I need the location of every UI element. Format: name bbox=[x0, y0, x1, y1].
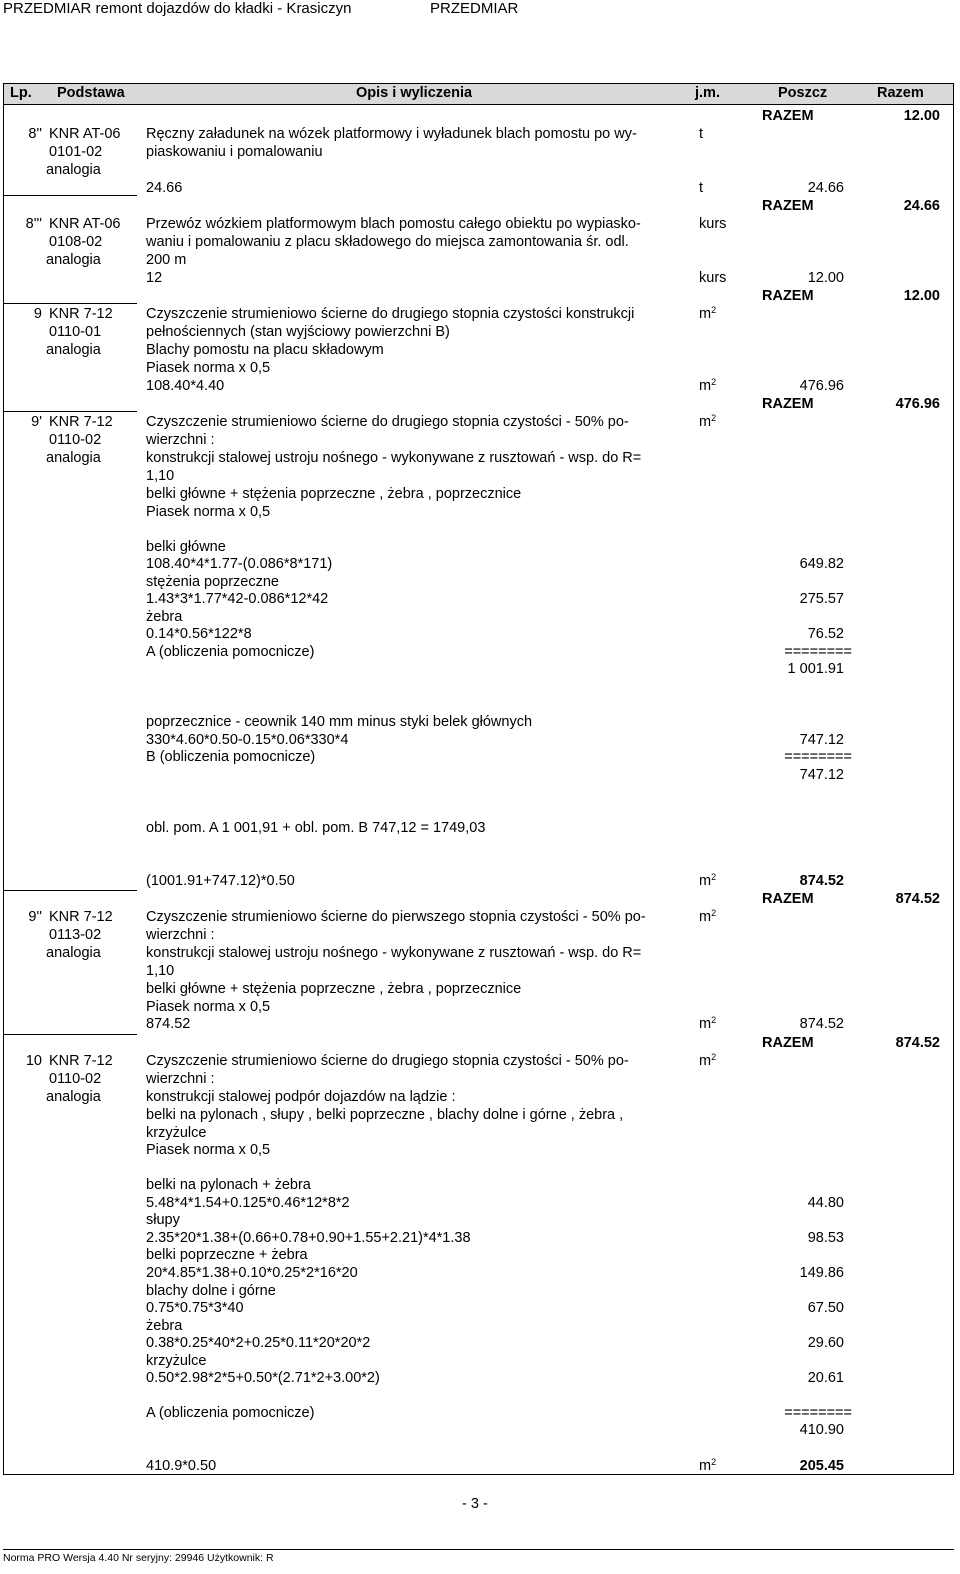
row-description: Czyszczenie strumieniowo ścierne do drugiego stopnia czystości - 50% po- bbox=[146, 1053, 629, 1069]
row-description: Piasek norma x 0,5 bbox=[146, 360, 271, 376]
calc-line: żebra bbox=[146, 609, 183, 625]
row-description: Piasek norma x 0,5 bbox=[146, 504, 271, 520]
calc-line-value: 29.60 bbox=[807, 1335, 844, 1351]
col-podstawa: Podstawa bbox=[57, 85, 125, 101]
row-calc-value: 205.45 bbox=[799, 1458, 844, 1474]
row-podstawa-note: analogia bbox=[46, 1089, 101, 1105]
row-description: wierzchni : bbox=[146, 1071, 215, 1087]
calc-line: 0.75*0.75*3*40 bbox=[146, 1300, 244, 1316]
calc-line: belki poprzeczne + żebra bbox=[146, 1247, 308, 1263]
row-podstawa: KNR AT-06 bbox=[49, 126, 121, 142]
row-calc-unit: $m^2$ bbox=[699, 872, 717, 889]
row-podstawa-code: 0101-02 bbox=[49, 144, 103, 160]
row-podstawa-code: 0108-02 bbox=[49, 234, 103, 250]
calc-line: belki na pylonach + żebra bbox=[146, 1177, 311, 1193]
row-description: 200 m bbox=[146, 252, 187, 268]
row-calc-unit: $m^2$ bbox=[699, 1457, 717, 1474]
table-header-bottom-border bbox=[3, 104, 954, 105]
row-description: belki główne + stężenia poprzeczne , żebra , poprzecznice bbox=[146, 486, 522, 502]
calc-line: 330*4.60*0.50-0.15*0.06*330*4 bbox=[146, 732, 349, 748]
calc-line: poprzecznice - ceownik 140 mm minus styki belek głównych bbox=[146, 714, 533, 730]
row-podstawa: KNR 7-12 bbox=[49, 414, 113, 430]
row-podstawa: KNR 7-12 bbox=[49, 306, 113, 322]
row-calc-unit: t bbox=[699, 180, 704, 196]
row-unit: kurs bbox=[699, 216, 727, 232]
row-calc-value: 476.96 bbox=[799, 378, 844, 394]
calc-line: 0.14*0.56*122*8 bbox=[146, 626, 252, 642]
razem-label: RAZEM bbox=[762, 1035, 814, 1051]
calc-line: 2.35*20*1.38+(0.66+0.78+0.90+1.55+2.21)*4*1.38 bbox=[146, 1230, 471, 1246]
row-description: pełnościennych (stan wyjściowy powierzchni B) bbox=[146, 324, 450, 340]
calc-line-value: 67.50 bbox=[807, 1300, 844, 1316]
razem-label: RAZEM bbox=[762, 396, 814, 412]
row-description: krzyżulce bbox=[146, 1125, 207, 1141]
row-podstawa: KNR 7-12 bbox=[49, 1053, 113, 1069]
calc-line: 20*4.85*1.38+0.10*0.25*2*16*20 bbox=[146, 1265, 358, 1281]
row-podstawa-note: analogia bbox=[46, 945, 101, 961]
razem-value: 12.00 bbox=[903, 108, 940, 124]
calc-line: A (obliczenia pomocnicze) bbox=[146, 644, 315, 660]
page-number: - 3 - bbox=[462, 1496, 488, 1512]
calc-line: blachy dolne i górne bbox=[146, 1283, 276, 1299]
calc-subtotal: 747.12 bbox=[799, 767, 844, 783]
razem-label: RAZEM bbox=[762, 198, 814, 214]
row-calc: 108.40*4.40 bbox=[146, 378, 225, 394]
row-lp: 8'' bbox=[28, 126, 42, 142]
row-lp: 9 bbox=[33, 306, 42, 322]
calc-line-value: ======== bbox=[784, 749, 852, 765]
table-right-border bbox=[953, 83, 954, 1475]
calc-line: stężenia poprzeczne bbox=[146, 574, 279, 590]
row-podstawa: KNR 7-12 bbox=[49, 909, 113, 925]
row-separator bbox=[3, 890, 137, 891]
row-description: konstrukcji stalowej ustroju nośnego - wykonywane z rusztowań - wsp. do R= bbox=[146, 945, 642, 961]
calc-line: 0.38*0.25*40*2+0.25*0.11*20*20*2 bbox=[146, 1335, 371, 1351]
row-separator bbox=[3, 411, 137, 412]
calc-line: A (obliczenia pomocnicze) bbox=[146, 1405, 315, 1421]
col-opis: Opis i wyliczenia bbox=[356, 85, 473, 101]
table-top-border bbox=[3, 83, 954, 84]
row-lp: 9'' bbox=[28, 909, 42, 925]
calc-line-value: 76.52 bbox=[807, 626, 844, 642]
row-calc-value: 874.52 bbox=[799, 873, 844, 889]
razem-value: 476.96 bbox=[895, 396, 940, 412]
row-calc-value: 24.66 bbox=[807, 180, 844, 196]
row-podstawa-code: 0110-02 bbox=[49, 432, 102, 448]
row-podstawa-code: 0110-02 bbox=[49, 1071, 102, 1087]
razem-label: RAZEM bbox=[762, 288, 814, 304]
calc-line-value: ======== bbox=[784, 1405, 852, 1421]
row-calc-value: 874.52 bbox=[799, 1016, 844, 1032]
calc-line: 0.50*2.98*2*5+0.50*(2.71*2+3.00*2) bbox=[146, 1370, 380, 1386]
document-type: PRZEDMIAR bbox=[430, 0, 519, 17]
row-podstawa-note: analogia bbox=[46, 450, 101, 466]
row-unit: $m^2$ bbox=[699, 305, 717, 322]
row-podstawa-note: analogia bbox=[46, 252, 101, 268]
row-description: Czyszczenie strumieniowo ścierne do drugiego stopnia czystości konstrukcji bbox=[146, 306, 635, 322]
row-description: Ręczny załadunek na wózek platformowy i wyładunek blach pomostu po wy- bbox=[146, 126, 637, 142]
row-separator bbox=[3, 1034, 137, 1035]
row-description: konstrukcji stalowej podpór dojazdów na lądzie : bbox=[146, 1089, 456, 1105]
row-description: Czyszczenie strumieniowo ścierne do drugiego stopnia czystości - 50% po- bbox=[146, 414, 629, 430]
row-separator bbox=[3, 195, 137, 196]
calc-line-value: 149.86 bbox=[799, 1265, 844, 1281]
row-description: belki główne + stężenia poprzeczne , żebra , poprzecznice bbox=[146, 981, 522, 997]
row-calc: 24.66 bbox=[146, 180, 183, 196]
row-description: Piasek norma x 0,5 bbox=[146, 1142, 271, 1158]
calc-line: 1.43*3*1.77*42-0.086*12*42 bbox=[146, 591, 329, 607]
col-jm: j.m. bbox=[695, 85, 720, 101]
row-separator bbox=[3, 303, 137, 304]
row-lp: 9' bbox=[31, 414, 42, 430]
row-calc-unit: $m^2$ bbox=[699, 1015, 717, 1032]
row-podstawa-code: 0113-02 bbox=[49, 927, 102, 943]
calc-line: B (obliczenia pomocnicze) bbox=[146, 749, 316, 765]
row-description: wierzchni : bbox=[146, 927, 215, 943]
col-lp: Lp. bbox=[10, 85, 32, 101]
calc-line-value: 98.53 bbox=[807, 1230, 844, 1246]
row-unit: $m^2$ bbox=[699, 413, 717, 430]
row-description: 1,10 bbox=[146, 468, 175, 484]
row-calc-unit: kurs bbox=[699, 270, 727, 286]
calc-line: 108.40*4*1.77-(0.086*8*171) bbox=[146, 556, 333, 572]
calc-summary: obl. pom. A 1 001,91 + obl. pom. B 747,12 = 1749,03 bbox=[146, 820, 486, 836]
row-unit: $m^2$ bbox=[699, 908, 717, 925]
razem-value: 24.66 bbox=[903, 198, 940, 214]
row-calc: 874.52 bbox=[146, 1016, 191, 1032]
row-podstawa-note: analogia bbox=[46, 342, 101, 358]
row-calc-value: 12.00 bbox=[807, 270, 844, 286]
document-title: PRZEDMIAR remont dojazdów do kładki - Krasiczyn bbox=[3, 0, 352, 17]
razem-value: 874.52 bbox=[895, 891, 940, 907]
row-description: waniu i pomalowaniu z placu składowego do miejsca zamontowania śr. odl. bbox=[146, 234, 629, 250]
row-calc: 12 bbox=[146, 270, 163, 286]
row-description: piaskowaniu i pomalowaniu bbox=[146, 144, 323, 160]
razem-value: 874.52 bbox=[895, 1035, 940, 1051]
row-description: 1,10 bbox=[146, 963, 175, 979]
calc-line: belki główne bbox=[146, 539, 226, 555]
calc-line-value: 20.61 bbox=[807, 1370, 844, 1386]
calc-line-value: 747.12 bbox=[799, 732, 844, 748]
row-description: wierzchni : bbox=[146, 432, 215, 448]
calc-line-value: 44.80 bbox=[807, 1195, 844, 1211]
row-calc: (1001.91+747.12)*0.50 bbox=[146, 873, 295, 889]
row-unit: t bbox=[699, 126, 704, 142]
row-description: Piasek norma x 0,5 bbox=[146, 999, 271, 1015]
col-poszcz: Poszcz bbox=[778, 85, 828, 101]
calc-line: 5.48*4*1.54+0.125*0.46*12*8*2 bbox=[146, 1195, 350, 1211]
row-description: konstrukcji stalowej ustroju nośnego - wykonywane z rusztowań - wsp. do R= bbox=[146, 450, 642, 466]
row-unit: $m^2$ bbox=[699, 1052, 717, 1069]
calc-line-value: ======== bbox=[784, 644, 852, 660]
row-description: belki na pylonach , słupy , belki poprzeczne , blachy dolne i górne , żebra , bbox=[146, 1107, 624, 1123]
calc-subtotal: 410.90 bbox=[799, 1422, 844, 1438]
calc-line: słupy bbox=[146, 1212, 180, 1228]
row-description: Czyszczenie strumieniowo ścierne do pierwszego stopnia czystości - 50% po- bbox=[146, 909, 646, 925]
row-calc-unit: $m^2$ bbox=[699, 377, 717, 394]
footer-divider bbox=[3, 1549, 954, 1550]
footer-text: Norma PRO Wersja 4.40 Nr seryjny: 29946 Użytkownik: R bbox=[3, 1552, 274, 1564]
calc-line-value: 275.57 bbox=[799, 591, 844, 607]
row-lp: 10 bbox=[25, 1053, 42, 1069]
calc-line-value: 649.82 bbox=[799, 556, 844, 572]
calc-line: krzyżulce bbox=[146, 1353, 207, 1369]
col-razem: Razem bbox=[877, 85, 924, 101]
razem-label: RAZEM bbox=[762, 891, 814, 907]
calc-subtotal: 1 001.91 bbox=[787, 661, 844, 677]
calc-line: żebra bbox=[146, 1318, 183, 1334]
row-podstawa-code: 0110-01 bbox=[49, 324, 102, 340]
razem-value: 12.00 bbox=[903, 288, 940, 304]
row-podstawa-note: analogia bbox=[46, 162, 101, 178]
row-description: Przewóz wózkiem platformowym blach pomostu całego obiektu po wypiasko- bbox=[146, 216, 641, 232]
razem-label: RAZEM bbox=[762, 108, 814, 124]
row-podstawa: KNR AT-06 bbox=[49, 216, 121, 232]
table-left-border bbox=[3, 83, 4, 1475]
row-lp: 8''' bbox=[25, 216, 42, 232]
row-calc: 410.9*0.50 bbox=[146, 1458, 217, 1474]
row-description: Blachy pomostu na placu składowym bbox=[146, 342, 384, 358]
